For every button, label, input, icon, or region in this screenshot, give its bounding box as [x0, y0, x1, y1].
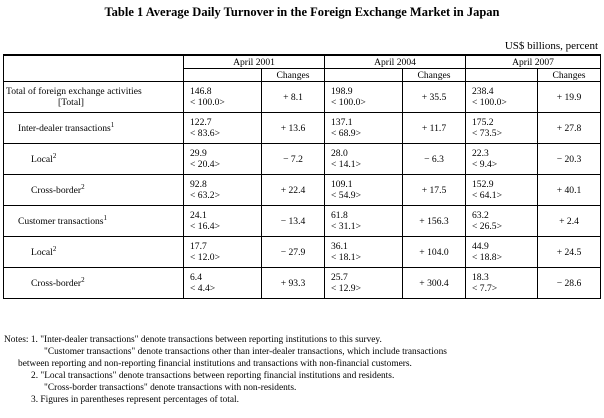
- value-2007: 22.3 < 9.4>: [466, 144, 538, 175]
- header-blank-cell: [4, 55, 184, 82]
- header-period-2001: April 2001: [184, 55, 325, 69]
- header-blank-2004: [325, 69, 403, 82]
- change-2001: − 13.4: [262, 206, 325, 237]
- table-row-total: [4, 82, 601, 113]
- row-label-cross-border: Cross-border$^2$: [4, 175, 184, 206]
- value-2001: 122.7 < 83.6>: [184, 113, 262, 144]
- value-2007: 63.2 < 26.5>: [466, 206, 538, 237]
- value-2004: 198.9 < 100.0>: [325, 82, 403, 113]
- row-label-total: [4, 82, 184, 113]
- note-1-line-1: Notes: 1. "Inter-dealer transactions" denote transactions between reporting institutions to this survey.: [4, 335, 382, 345]
- table-row-inter-dealer-local: [4, 144, 601, 175]
- change-2007: + 40.1: [538, 175, 601, 206]
- turnover-table: [3, 54, 601, 299]
- change-2004: + 104.0: [403, 237, 466, 268]
- units-label: US$ billions, percent: [504, 40, 598, 52]
- value-2001: 24.1 < 16.4>: [184, 206, 262, 237]
- change-2007: + 19.9: [538, 82, 601, 113]
- table-notes: [4, 334, 602, 406]
- value-2001: 17.7 < 12.0>: [184, 237, 262, 268]
- header-row-periods: [4, 55, 601, 69]
- value-2001: 29.9 < 20.4>: [184, 144, 262, 175]
- value-2004: 61.8 < 31.1>: [325, 206, 403, 237]
- change-2007: + 2.4: [538, 206, 601, 237]
- value-2004: 109.1 < 54.9>: [325, 175, 403, 206]
- change-2007: + 24.5: [538, 237, 601, 268]
- value-2007: 152.9 < 64.1>: [466, 175, 538, 206]
- value-2004: 28.0 < 14.1>: [325, 144, 403, 175]
- change-2004: + 35.5: [403, 82, 466, 113]
- table-row-customer-cross-border: [4, 268, 601, 299]
- table-row-inter-dealer-cross-border: [4, 175, 601, 206]
- change-2001: + 13.6: [262, 113, 325, 144]
- table-row-customer-local: [4, 237, 601, 268]
- table-title: Table 1 Average Daily Turnover in the Foreign Exchange Market in Japan: [104, 5, 500, 19]
- change-2001: + 8.1: [262, 82, 325, 113]
- note-1-line-3: between reporting and non-reporting financial institutions and transactions with non-financial customers.: [18, 359, 412, 369]
- table-row-customer: [4, 206, 601, 237]
- value-2004: 137.1 < 68.9>: [325, 113, 403, 144]
- row-label-total-line2: [Total]: [58, 97, 84, 108]
- note-1-line-2: "Customer transactions" denote transactions other than inter-dealer transactions, which include transactions: [44, 347, 447, 357]
- change-2004: + 11.7: [403, 113, 466, 144]
- header-blank-2007: [466, 69, 538, 82]
- value-2001: 6.4 < 4.4>: [184, 268, 262, 299]
- value-2004: 36.1 < 18.1>: [325, 237, 403, 268]
- value-2004: 25.7 < 12.9>: [325, 268, 403, 299]
- change-2001: + 22.4: [262, 175, 325, 206]
- value-2007: 175.2 < 73.5>: [466, 113, 538, 144]
- value-2007: 238.4 < 100.0>: [466, 82, 538, 113]
- change-2004: + 300.4: [403, 268, 466, 299]
- change-2004: − 6.3: [403, 144, 466, 175]
- note-3-line-1: 3. Figures in parentheses represent percentages of total.: [31, 395, 239, 405]
- value-2001: 92.8 < 63.2>: [184, 175, 262, 206]
- change-2007: − 28.6: [538, 268, 601, 299]
- value-2007: 44.9 < 18.8>: [466, 237, 538, 268]
- note-2-line-1: 2. "Local transactions" denote transactions between reporting financial institutions and residents.: [31, 371, 395, 381]
- table-row-inter-dealer: [4, 113, 601, 144]
- change-2004: + 17.5: [403, 175, 466, 206]
- note-2-line-2: "Cross-border transactions" denote transactions with non-residents.: [44, 383, 297, 393]
- row-label-local: Local$^2$: [4, 237, 184, 268]
- header-blank-2001: [184, 69, 262, 82]
- change-2001: + 93.3: [262, 268, 325, 299]
- row-label-total-line1: Total of foreign exchange activities: [6, 86, 142, 97]
- row-label-inter-dealer: Inter-dealer transactions$^1$: [4, 113, 184, 144]
- change-2007: + 27.8: [538, 113, 601, 144]
- change-2001: − 27.9: [262, 237, 325, 268]
- header-changes-2004: Changes: [403, 69, 466, 82]
- change-2001: − 7.2: [262, 144, 325, 175]
- header-period-2004: April 2004: [325, 55, 466, 69]
- header-changes-2007: Changes: [538, 69, 601, 82]
- header-period-2007: April 2007: [466, 55, 601, 69]
- row-label-cross-border: Cross-border$^2$: [4, 268, 184, 299]
- row-label-local: Local$^2$: [4, 144, 184, 175]
- header-changes-2001: Changes: [262, 69, 325, 82]
- change-2007: − 20.3: [538, 144, 601, 175]
- change-2004: + 156.3: [403, 206, 466, 237]
- value-2007: 18.3 < 7.7>: [466, 268, 538, 299]
- value-2001: 146.8 < 100.0>: [184, 82, 262, 113]
- row-label-customer: Customer transactions$^1$: [4, 206, 184, 237]
